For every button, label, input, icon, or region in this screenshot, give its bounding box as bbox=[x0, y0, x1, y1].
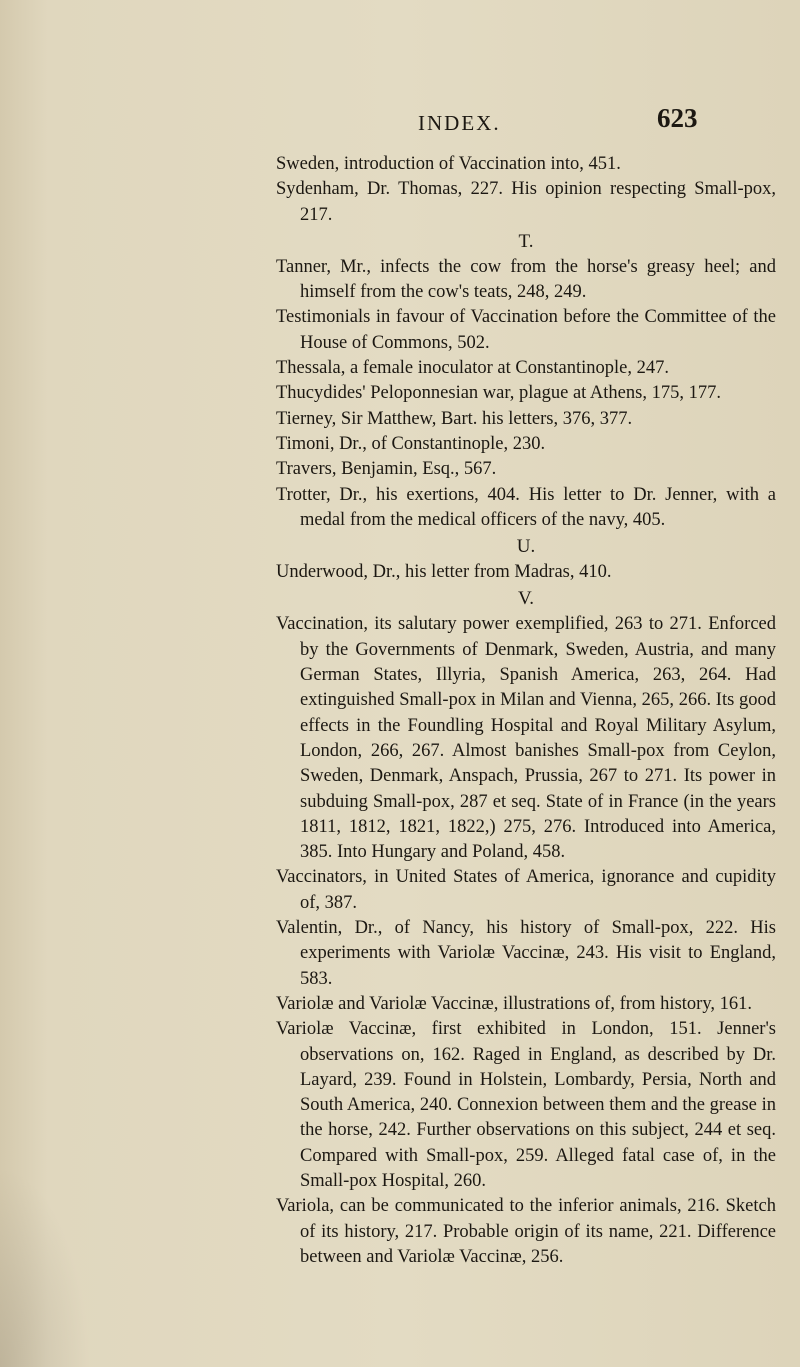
index-entry: Vaccinators, in United States of America, ignorance and cupidity of, 387. bbox=[276, 867, 776, 913]
index-entry: Sydenham, Dr. Thomas, 227. His opinion respecting Small-pox, 217. bbox=[276, 179, 776, 225]
index-entry: Tanner, Mr., infects the cow from the horse's greasy heel; and himself from the cow's teats, 248, 249. bbox=[276, 256, 776, 303]
index-entry: Thucydides' Peloponnesian war, plague at Athens, 175, 177. bbox=[276, 383, 721, 404]
index-body bbox=[276, 152, 776, 1270]
page-smudge bbox=[0, 1167, 90, 1367]
index-entry: Underwood, Dr., his letter from Madras, 410. bbox=[276, 562, 612, 583]
index-entry: Travers, Benjamin, Esq., 567. bbox=[276, 459, 497, 480]
index-entry: Variolæ Vaccinæ, first exhibited in London, 151. Jenner's observations on, 162. Raged in England, as described by Dr. Layard, 239. Found in Holstein, Lombardy, Persia, North and South America, 240. Connexion between them and the grease in the horse, 242. Further observations on this subject, 244 et seq. Compared with Small-pox, 259. Alleged fatal case of, in the Small-pox Hospital, 260. bbox=[276, 1019, 776, 1191]
index-entry: Timoni, Dr., of Constantinople, 230. bbox=[276, 433, 546, 454]
index-entry: Valentin, Dr., of Nancy, his history of Small-pox, 222. His experiments with Variolæ Vaccinæ, 243. His visit to England, 583. bbox=[276, 918, 776, 989]
running-head-title: INDEX. bbox=[418, 111, 501, 135]
section-letter-t: T. bbox=[518, 230, 534, 252]
index-entry: Tierney, Sir Matthew, Bart. his letters, 376, 377. bbox=[276, 408, 633, 429]
index-entry: Vaccination, its salutary power exemplified, 263 to 271. Enforced by the Governments of Denmark, Sweden, Austria, and many German States, Illyria, Spanish America, 263, 264. Had extinguished Small-pox in Milan and Vienna, 265, 266. Its good effects in the Foundling Hospital and Royal Military Asylum, London, 266, 267. Almost banishes Small-pox from Ceylon, Sweden, Denmark, Anspach, Prussia, 267 to 271. Its power in subduing Small-pox, 287 et seq. State of in France (in the years 1811, 1812, 1821, 1822,) 275, 276. Introduced into America, 385. Into Hungary and Poland, 458. bbox=[276, 614, 776, 863]
index-entry: Testimonials in favour of Vaccination before the Committee of the House of Commons, 502. bbox=[276, 307, 776, 353]
index-entry: Variola, can be communicated to the inferior animals, 216. Sketch of its history, 217. Probable origin of its name, 221. Difference between and Variolæ Vaccinæ, 256. bbox=[276, 1196, 776, 1267]
index-entry: Variolæ and Variolæ Vaccinæ, illustrations of, from history, 161. bbox=[276, 993, 752, 1014]
index-entry: Trotter, Dr., his exertions, 404. His letter to Dr. Jenner, with a medal from the medical officers of the navy, 405. bbox=[276, 484, 776, 530]
index-entry: Thessala, a female inoculator at Constantinople, 247. bbox=[276, 358, 670, 379]
index-entry: Sweden, introduction of Vaccination into, 451. bbox=[276, 154, 621, 174]
section-letter-u: U. bbox=[516, 536, 536, 558]
page-number: 623 bbox=[657, 103, 698, 133]
section-letter-v: V. bbox=[517, 588, 535, 610]
running-head bbox=[0, 103, 800, 143]
